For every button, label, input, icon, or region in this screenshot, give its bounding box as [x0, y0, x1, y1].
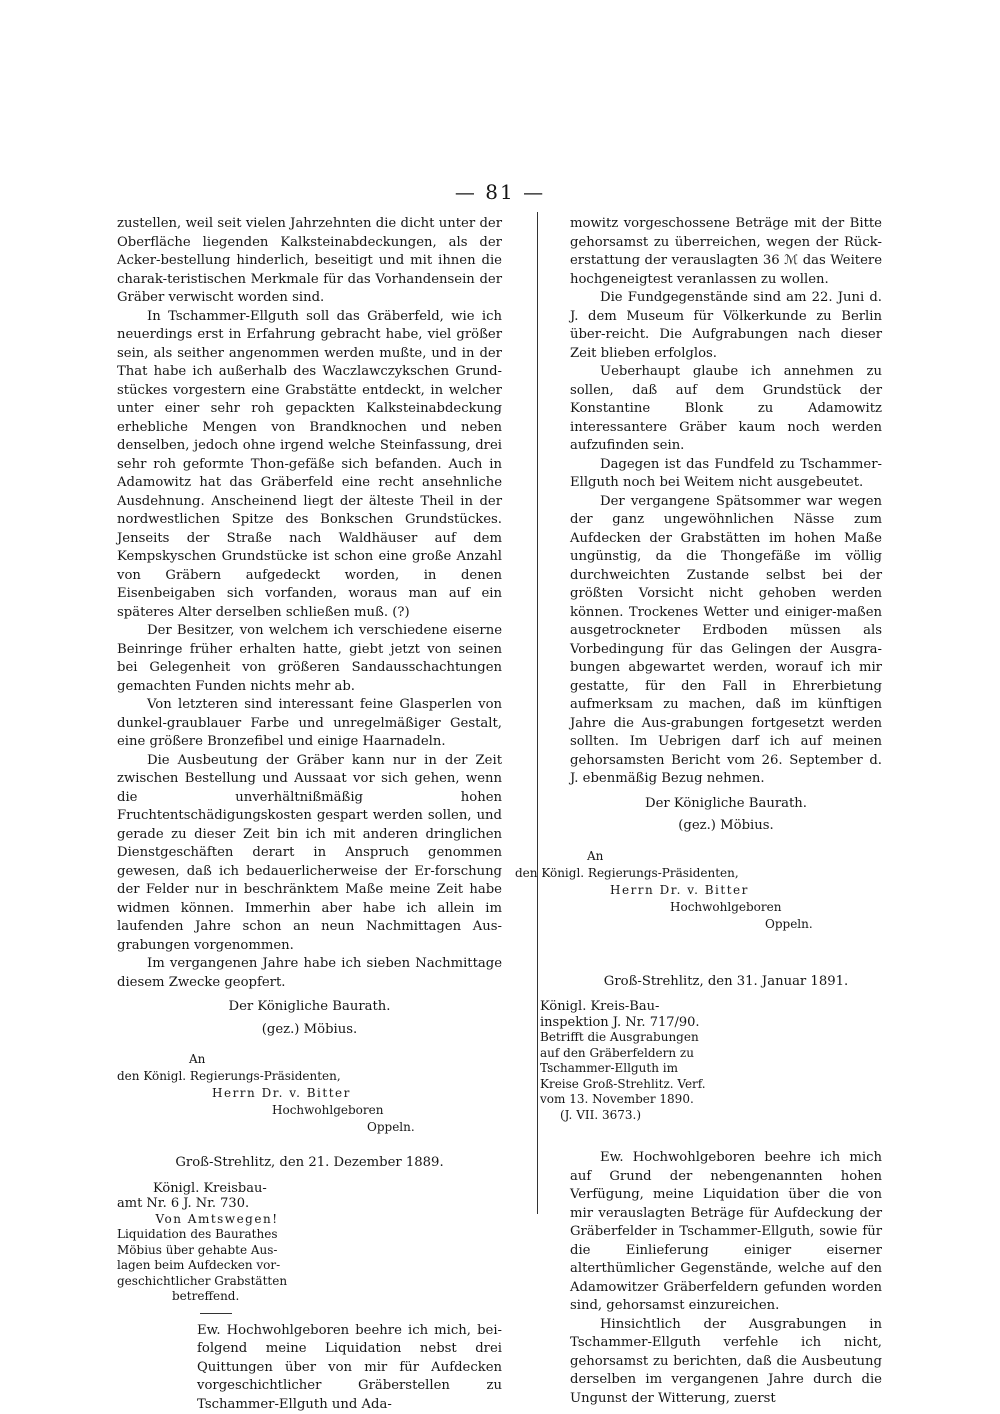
signature-name: (gez.) Möbius. — [261, 1021, 358, 1037]
signature-name: (gez.) Möbius. — [678, 818, 774, 833]
body-paragraph: Die Fundgegenstände sind am 22. Juni d. J. dem Museum für Völkerkunde zu Berlin über-reicht. Die Aufgrabungen nach dieser Zeit blieben erfolglos. — [570, 290, 882, 361]
reference-line: Tschammer-Ellguth im — [540, 1061, 678, 1075]
left-column — [117, 215, 502, 1414]
column-divider — [537, 212, 538, 1214]
address-line: den Königl. Regierungs-Präsidenten, — [515, 865, 739, 880]
body-paragraph: Der vergangene Spätsommer war wegen der ganz ungewöhnlichen Nässe zum Aufdecken der Grabstätten im hohen Maße ungünstig, da die Thongefäße im völlig durchweichten Zustande selbst bei der größten Vorsicht nicht gehoben werden können. Trockenes Wetter und einiger-maßen ausgetrockneter Erdboden müssen als Vorbedingung für das Gelingen der Ausgra-bungen abgewartet werden, worauf ich mir gestatte, für den Fall in Ehrerbietung aufmerksam zu machen, daß im künftigen Jahre die Aus-grabungen fortgesetzt werden sollten. Im Uebrigen darf ich auf meinen gehorsamsten Bericht vom 26. September d. J. ebenmäßig Bezug nehmen. — [570, 493, 882, 786]
address-line: An — [587, 848, 604, 863]
reference-line: Liquidation des Baurathes — [117, 1227, 278, 1241]
reference-line: Von Amtswegen! — [155, 1211, 279, 1226]
separator-rule — [200, 1313, 232, 1314]
reference-line: betreffend. — [172, 1289, 240, 1303]
reference-line: (J. VII. 3673.) — [560, 1107, 641, 1122]
address-line: Hochwohlgeboren — [272, 1103, 384, 1117]
reference-line: amt Nr. 6 J. Nr. 730. — [117, 1196, 250, 1211]
reference-line: geschichtlicher Grabstätten — [117, 1273, 288, 1288]
address-line: Oppeln. — [367, 1120, 415, 1134]
body-paragraph: Im vergangenen Jahre habe ich sieben Nachmittage diesem Zwecke geopfert. — [117, 956, 502, 990]
body-paragraph: In Tschammer-Ellguth soll das Gräberfeld, wie ich neuerdings erst in Erfahrung gebracht habe, viel größer sein, als seither angenommen werden mußte, und in der That habe ich außerhalb des Waczlawczykschen Grund-stückes vorgestern eine Grabstätte entdeckt, in welcher unter einer sehr roh gepackten Kalksteinabdeckung erhebliche Mengen von Brandknochen und neben denselben, jedoch ohne irgend welche Steinfassung, drei sehr roh geformte Thon-gefäße sich befanden. Auch in Adamowitz hat das Gräberfeld eine recht ansehnliche Ausdehnung. Anscheinend liegt der älteste Theil in der nordwestlichen Spitze des Bonkschen Grundstückes. Jenseits der Straße nach Waldhäuser auf dem Kempskyschen Grundstücke ist schon eine große Anzahl von Gräbern aufgedeckt worden, in denen Eisenbeigaben sich vorfanden, woraus man auf ein späteres Alter derselben schließen muß. (?) — [117, 308, 502, 620]
address-line: Oppeln. — [765, 916, 813, 931]
body-paragraph: Ew. Hochwohlgeboren beehre ich mich auf Grund der nebengenannten hohen Verfügung, meine Liquidation über die von mir verauslagten Beträge für Aufdeckung der Gräberfelder in Tschammer-Ellguth, sowie für die Einlieferung einiger eiserner alterthümlicher Gegenstände, welche auf den Adamowitzer Gräberfeldern gefunden worden sind, gehorsamst einzureichen. — [570, 1150, 882, 1313]
reference-line: Möbius über gehabte Aus- — [117, 1242, 278, 1257]
reference-block — [540, 999, 882, 1123]
reference-line: Betrifft die Ausgrabungen — [540, 1030, 699, 1044]
body-paragraph: Ew. Hochwohlgeboren beehre ich mich, bei-folgend meine Liquidation nebst drei Quittungen über von mir für Aufdecken vorgeschichtlicher Gräberstellen zu Tschammer-Ellguth und Ada- — [197, 1322, 502, 1412]
reference-line: lagen beim Aufdecken vor- — [117, 1258, 281, 1272]
address-line: An — [189, 1052, 206, 1066]
page-number: — 81 — — [454, 180, 546, 204]
address-line: Hochwohlgeboren — [670, 899, 782, 914]
reference-line: inspektion J. Nr. 717/90. — [540, 1014, 700, 1030]
reference-line: vom 13. November 1890. — [540, 1092, 694, 1106]
address-line: den Königl. Regierungs-Präsidenten, — [117, 1069, 341, 1083]
address-block — [515, 848, 882, 933]
address-line: Herrn Dr. v. Bitter — [212, 1086, 351, 1100]
address-block — [117, 1051, 502, 1136]
date-line: Groß-Strehlitz, den 31. Januar 1891. — [603, 973, 849, 989]
reference-line: Königl. Kreisbau- — [153, 1180, 267, 1196]
body-paragraph: Ueberhaupt glaube ich annehmen zu sollen, daß auf dem Grundstück der Konstantine Blonk zu Adamowitz interessantere Gräber kaum noch werden aufzufinden sein. — [570, 364, 882, 453]
right-column — [515, 215, 882, 1408]
body-paragraph: Von letzteren sind interessant feine Glasperlen von dunkel-graublauer Farbe und unregelmäßiger Gestalt, eine größere Bronzefibel und einige Haarnadeln. — [117, 697, 502, 749]
body-paragraph: Dagegen ist das Fundfeld zu Tschammer-Ellguth noch bei Weitem nicht ausgebeutet. — [570, 456, 882, 490]
reference-line: Kreise Groß-Strehlitz. Verf. — [540, 1076, 706, 1091]
signature-title: Der Königliche Baurath. — [228, 999, 391, 1014]
address-line: Herrn Dr. v. Bitter — [610, 882, 749, 897]
body-paragraph: Der Besitzer, von welchem ich verschiedene eiserne Beinringe früher erhalten hatte, giebt jetzt von seinen bei Gelegenheit von größeren Sandausschachtungen gemachten Funden nichts mehr ab. — [117, 623, 502, 694]
body-paragraph: Hinsichtlich der Ausgrabungen in Tschammer-Ellguth verfehle ich nicht, gehorsamst zu berichten, daß die Ausbeutung derselben im vergangenen Jahre durch die Ungunst der Witterung, zuerst — [570, 1316, 882, 1406]
body-paragraph: Die Ausbeutung der Gräber kann nur in der Zeit zwischen Bestellung und Aussaat vor sich gehen, wenn die unverhältnißmäßig hohen Fruchtentschädigungskosten gespart werden sollen, und gerade zu dieser Zeit bin ich mit anderen dringlichen Dienstgeschäften derart in Anspruch genommen gewesen, daß ich bedauerlicherweise der Er-forschung der Felder nur in beschränktem Maße meine Zeit habe widmen können. Immerhin aber habe ich allein im laufenden Jahre schon an neun Nachmittagen Aus-grabungen vorgenommen. — [117, 752, 502, 953]
date-line: Groß-Strehlitz, den 21. Dezember 1889. — [175, 1155, 444, 1170]
reference-line: auf den Gräberfeldern zu — [540, 1045, 694, 1060]
body-paragraph: zustellen, weil seit vielen Jahrzehnten die dicht unter der Oberfläche liegenden Kalksteinabdeckungen, als der Acker-bestellung hinderlich, beseitigt und mit ihnen die charak-teristischen Merkmale für das Vorhandensein der Gräber verwischt worden sind. — [117, 216, 502, 305]
signature-title: Der Königliche Baurath. — [645, 795, 807, 811]
reference-line: Königl. Kreis-Bau- — [540, 999, 660, 1014]
reference-block — [117, 1181, 502, 1305]
body-paragraph: mowitz vorgeschossene Beträge mit der Bitte gehorsamst zu überreichen, wegen der Rück-erstattung der verauslagten 36 ℳ das Weitere hochgeneigtest veranlassen zu wollen. — [570, 216, 882, 287]
